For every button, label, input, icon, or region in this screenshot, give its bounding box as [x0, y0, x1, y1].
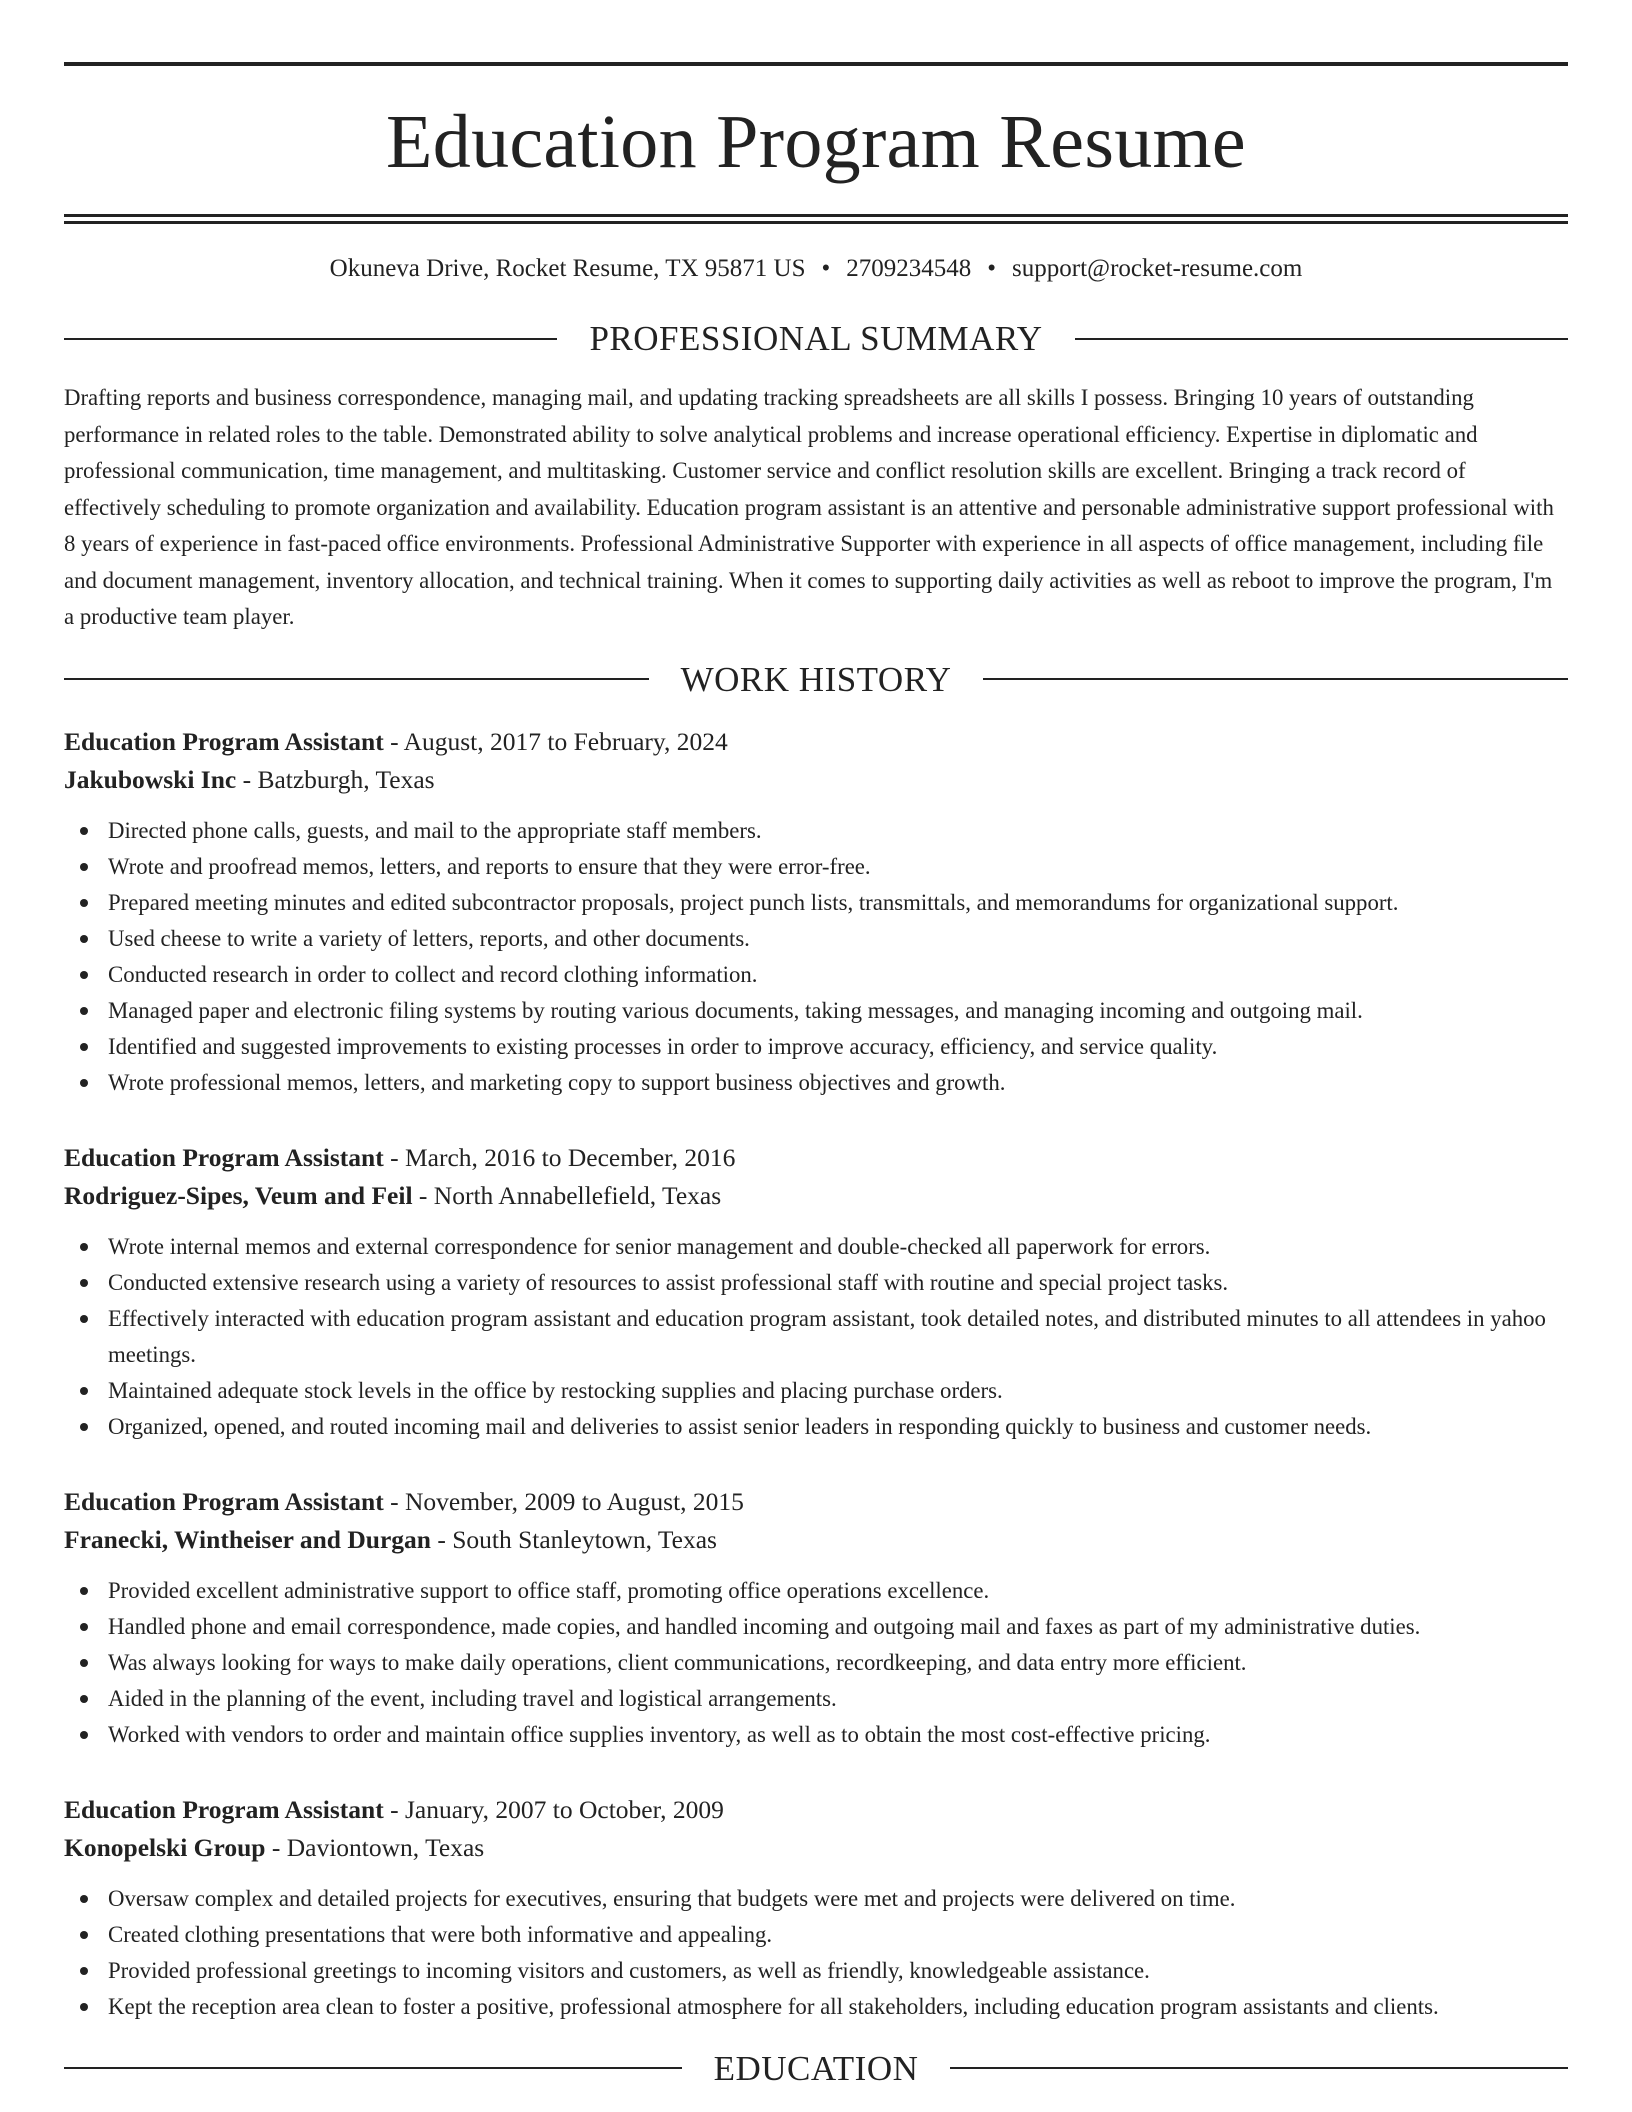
contact-separator: •	[987, 255, 997, 282]
double-rule	[64, 214, 1568, 224]
job-dates: - March, 2016 to December, 2016	[383, 1142, 736, 1172]
page-title: Education Program Resume	[386, 100, 1246, 184]
top-rule	[64, 62, 1568, 66]
job-dates: - November, 2009 to August, 2015	[383, 1486, 744, 1516]
job-bullet-list	[64, 1573, 1568, 1753]
job-title-line	[64, 723, 1568, 761]
job-title: Education Program Assistant	[64, 1486, 384, 1516]
heading-rule-left	[64, 678, 649, 680]
list-item: Handled phone and email correspondence, made copies, and handled incoming and outgoing mail and faxes as part of my administrative duties.	[64, 1609, 1568, 1645]
list-item: Conducted extensive research using a variety of resources to assist professional staff with routine and special project tasks.	[64, 1265, 1568, 1301]
summary-text: Drafting reports and business correspondence, managing mail, and updating tracking spreadsheets are all skills I possess. Bringing 10 years of outstanding performance in related roles to the table. Demonstrated ability to solve analytical problems and increase operational efficiency. Expertise in diplomatic and professional communication, time management, and multitasking. Customer service and conflict resolution skills are excellent. Bringing a track record of effectively scheduling to promote organization and availability. Education program assistant is an attentive and personable administrative support professional with 8 years of experience in fast-paced office environments. Professional Administrative Supporter with experience in all aspects of office management, including file and document management, inventory allocation, and technical training. When it comes to supporting daily activities as well as reboot to improve the program, I'm a productive team player.	[64, 385, 1554, 629]
job-title: Education Program Assistant	[64, 726, 384, 756]
list-item: Wrote professional memos, letters, and marketing copy to support business objectives and growth.	[64, 1065, 1568, 1101]
job-entry	[64, 1791, 1568, 2025]
heading-rule-right	[983, 678, 1568, 680]
job-company-line	[64, 1521, 1568, 1559]
job-title-line	[64, 1139, 1568, 1177]
job-company: Jakubowski Inc	[64, 764, 237, 794]
heading-rule-right	[950, 2067, 1568, 2069]
job-title: Education Program Assistant	[64, 1794, 384, 1824]
list-item: Effectively interacted with education program assistant and education program assistant, took detailed notes, and distributed minutes to all attendees in yahoo meetings.	[64, 1301, 1568, 1373]
job-location: - Batzburgh, Texas	[236, 764, 435, 794]
work-history-heading	[64, 659, 1568, 699]
list-item: Worked with vendors to order and maintain office supplies inventory, as well as to obtain the most cost-effective pricing.	[64, 1717, 1568, 1753]
list-item: Directed phone calls, guests, and mail to the appropriate staff members.	[64, 813, 1568, 849]
job-bullet-list	[64, 813, 1568, 1101]
list-item: Provided professional greetings to incoming visitors and customers, as well as friendly, knowledgeable assistance.	[64, 1953, 1568, 1989]
list-item: Identified and suggested improvements to existing processes in order to improve accuracy, efficiency, and service quality.	[64, 1029, 1568, 1065]
job-bullet-list	[64, 1881, 1568, 2025]
job-company: Franecki, Wintheiser and Durgan	[64, 1524, 431, 1554]
list-item: Was always looking for ways to make daily operations, client communications, recordkeeping, and data entry more efficient.	[64, 1645, 1568, 1681]
job-company-line	[64, 1829, 1568, 1867]
job-bullet-list	[64, 1229, 1568, 1445]
job-location: - North Annabellefield, Texas	[412, 1180, 722, 1210]
contact-separator: •	[821, 255, 831, 282]
work-history-heading-label: WORK HISTORY	[680, 659, 952, 699]
resume-page	[64, 0, 1568, 2086]
list-item: Conducted research in order to collect and record clothing information.	[64, 957, 1568, 993]
list-item: Wrote internal memos and external correspondence for senior management and double-checked all paperwork for errors.	[64, 1229, 1568, 1265]
job-company-line	[64, 761, 1568, 799]
job-location: - South Stanleytown, Texas	[430, 1524, 717, 1554]
job-company-line	[64, 1177, 1568, 1215]
job-company: Rodriguez-Sipes, Veum and Feil	[64, 1180, 413, 1210]
heading-rule-left	[64, 338, 557, 340]
job-title-line	[64, 1483, 1568, 1521]
list-item: Used cheese to write a variety of letters, reports, and other documents.	[64, 921, 1568, 957]
summary-heading-label: PROFESSIONAL SUMMARY	[589, 319, 1043, 358]
summary-heading	[64, 321, 1568, 356]
heading-rule-right	[1075, 338, 1568, 340]
list-item: Organized, opened, and routed incoming mail and deliveries to assist senior leaders in responding quickly to business and customer needs.	[64, 1409, 1568, 1445]
job-dates: - August, 2017 to February, 2024	[383, 726, 728, 756]
list-item: Kept the reception area clean to foster a positive, professional atmosphere for all stakeholders, including education program assistants and clients.	[64, 1989, 1568, 2025]
education-heading	[64, 2048, 1568, 2088]
list-item: Created clothing presentations that were both informative and appealing.	[64, 1917, 1568, 1953]
contact-phone: 2709234548	[846, 255, 972, 282]
job-list	[64, 723, 1568, 2025]
list-item: Oversaw complex and detailed projects for executives, ensuring that budgets were met and projects were delivered on time.	[64, 1881, 1568, 1917]
job-title: Education Program Assistant	[64, 1142, 384, 1172]
list-item: Wrote and proofread memos, letters, and reports to ensure that they were error-free.	[64, 849, 1568, 885]
list-item: Aided in the planning of the event, including travel and logistical arrangements.	[64, 1681, 1568, 1717]
education-heading-label: EDUCATION	[713, 2048, 919, 2088]
job-entry	[64, 1139, 1568, 1445]
list-item: Provided excellent administrative support to office staff, promoting office operations excellence.	[64, 1573, 1568, 1609]
list-item: Prepared meeting minutes and edited subcontractor proposals, project punch lists, transmittals, and memorandums for organizational support.	[64, 885, 1568, 921]
contact-email: support@rocket-resume.com	[1012, 255, 1303, 282]
list-item: Managed paper and electronic filing systems by routing various documents, taking messages, and managing incoming and outgoing mail.	[64, 993, 1568, 1029]
list-item: Maintained adequate stock levels in the office by restocking supplies and placing purchase orders.	[64, 1373, 1568, 1409]
job-entry	[64, 1483, 1568, 1753]
contact-address: Okuneva Drive, Rocket Resume, TX 95871 US	[329, 255, 806, 282]
job-title-line	[64, 1791, 1568, 1829]
contact-line	[64, 256, 1568, 281]
job-entry	[64, 723, 1568, 1101]
job-dates: - January, 2007 to October, 2009	[383, 1794, 724, 1824]
job-company: Konopelski Group	[64, 1832, 266, 1862]
job-location: - Daviontown, Texas	[265, 1832, 485, 1862]
heading-rule-left	[64, 2067, 682, 2069]
